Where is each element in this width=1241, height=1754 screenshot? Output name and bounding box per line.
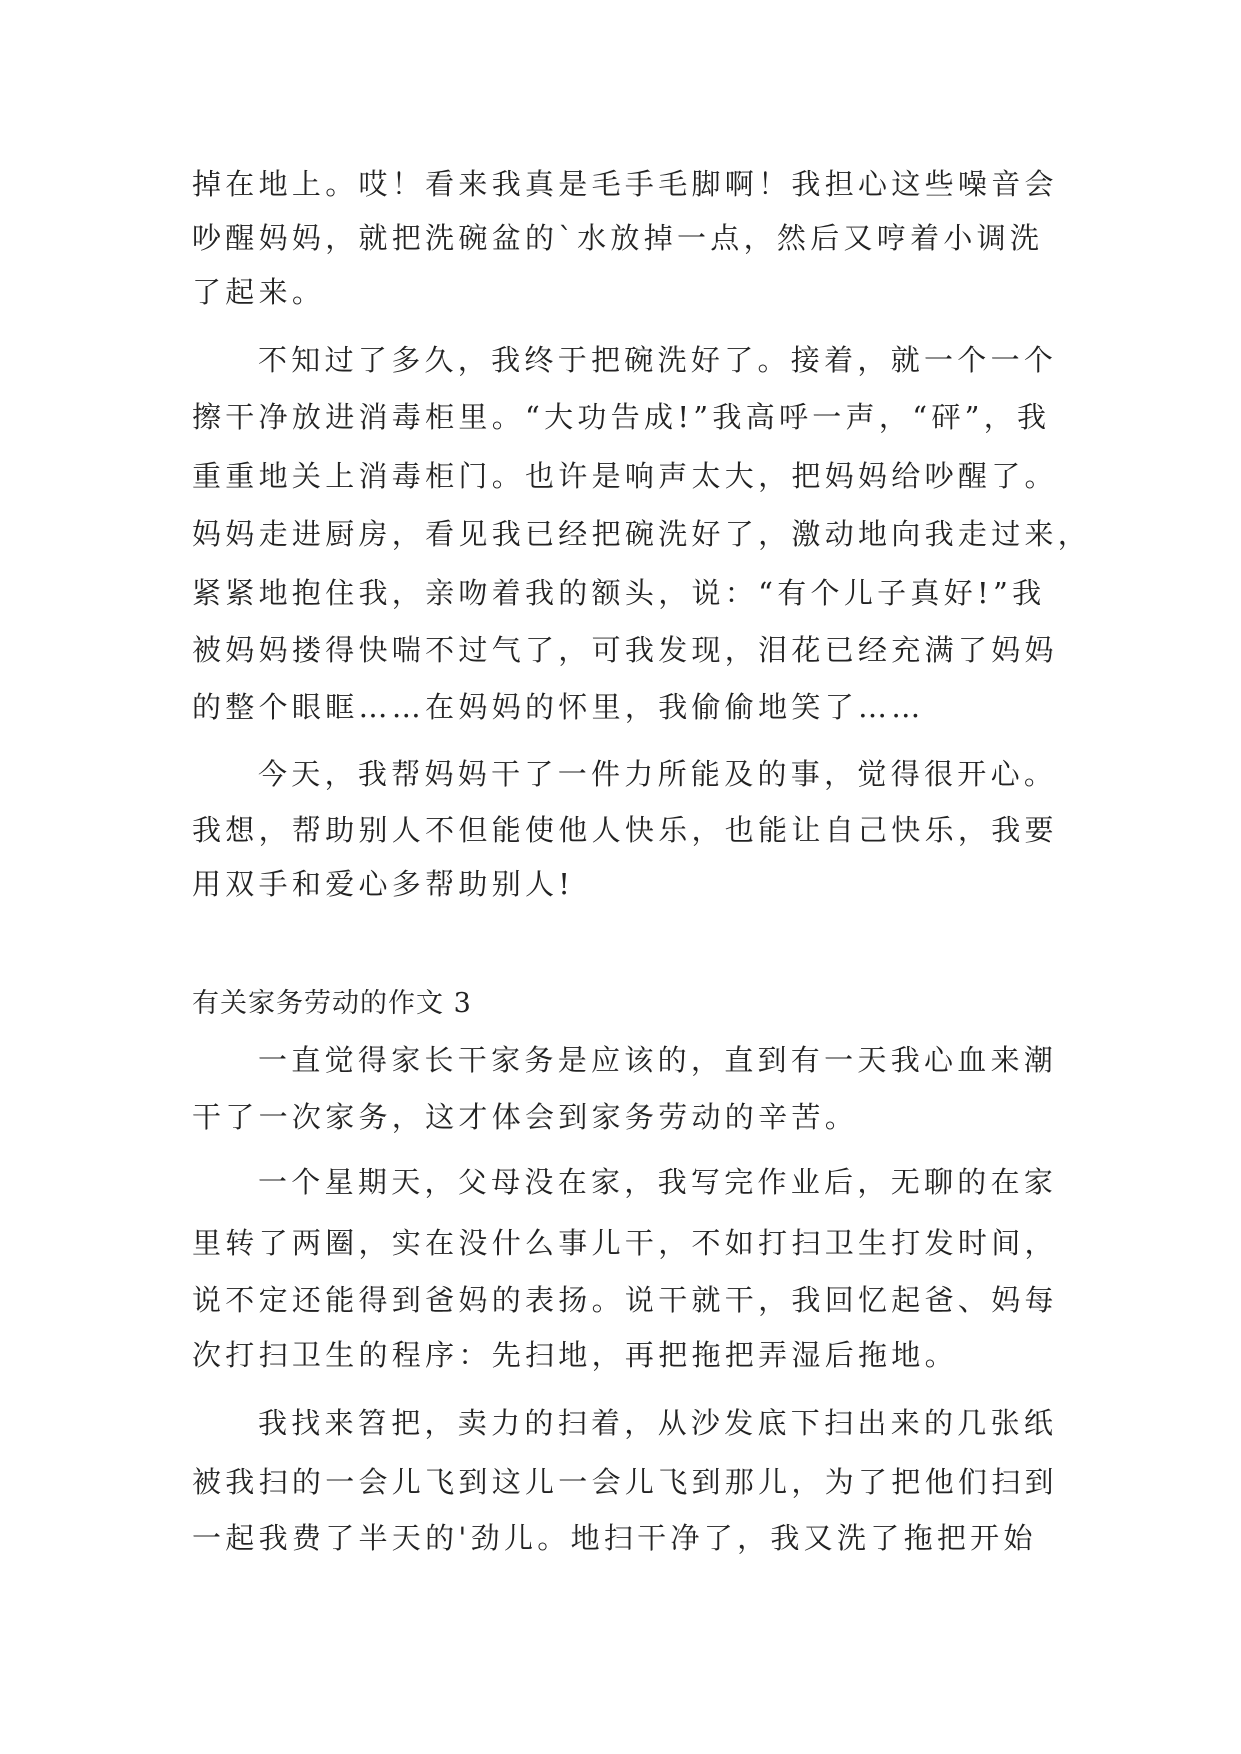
essay-paragraph-2-line-3: 说不定还能得到爸妈的表扬。说干就干，我回忆起爸、妈每	[192, 1283, 1058, 1317]
paragraph-2-line-4: 妈妈走进厨房，看见我已经把碗洗好了，激动地向我走过来，	[192, 517, 1092, 551]
paragraph-3-line-1: 今天，我帮妈妈干了一件力所能及的事，觉得很开心。	[258, 757, 1058, 791]
essay-paragraph-2-line-1: 一个星期天，父母没在家，我写完作业后，无聊的在家	[258, 1165, 1058, 1199]
paragraph-1-line-3: 了起来。	[192, 275, 326, 309]
essay-paragraph-1-line-1: 一直觉得家长干家务是应该的，直到有一天我心血来潮	[258, 1043, 1058, 1077]
paragraph-3-line-3: 用双手和爱心多帮助别人!	[192, 867, 575, 901]
section-heading: 有关家务劳动的作文 3	[192, 988, 472, 1019]
paragraph-2-line-6: 被妈妈搂得快喘不过气了，可我发现，泪花已经充满了妈妈	[192, 633, 1058, 667]
paragraph-2-line-2: 擦干净放进消毒柜里。“大功告成!”我高呼一声，“砰”，我	[192, 400, 1051, 434]
paragraph-2-line-3: 重重地关上消毒柜门。也许是响声太大，把妈妈给吵醒了。	[192, 459, 1058, 493]
paragraph-1-line-2: 吵醒妈妈，就把洗碗盆的`水放掉一点，然后又哼着小调洗	[192, 221, 1044, 255]
essay-paragraph-3-line-3: 一起我费了半天的'劲儿。地扫干净了，我又洗了拖把开始	[192, 1521, 1037, 1555]
paragraph-1-line-1: 掉在地上。哎！看来我真是毛手毛脚啊！我担心这些噪音会	[192, 167, 1058, 201]
essay-paragraph-1-line-2: 干了一次家务，这才体会到家务劳动的辛苦。	[192, 1100, 859, 1134]
paragraph-3-line-2: 我想，帮助别人不但能使他人快乐，也能让自己快乐，我要	[192, 813, 1058, 847]
essay-paragraph-2-line-2: 里转了两圈，实在没什么事儿干，不如打扫卫生打发时间，	[192, 1226, 1058, 1260]
essay-paragraph-3-line-2: 被我扫的一会儿飞到这儿一会儿飞到那儿，为了把他们扫到	[192, 1465, 1058, 1499]
paragraph-2-line-7: 的整个眼眶……在妈妈的怀里，我偷偷地笑了……	[192, 690, 925, 724]
paragraph-2-line-1: 不知过了多久，我终于把碗洗好了。接着，就一个一个	[258, 343, 1058, 377]
essay-paragraph-3-line-1: 我找来笤把，卖力的扫着，从沙发底下扫出来的几张纸	[258, 1406, 1058, 1440]
paragraph-2-line-5: 紧紧地抱住我，亲吻着我的额头，说：“有个儿子真好!”我	[192, 576, 1046, 610]
essay-paragraph-2-line-4: 次打扫卫生的程序：先扫地，再把拖把弄湿后拖地。	[192, 1338, 958, 1372]
